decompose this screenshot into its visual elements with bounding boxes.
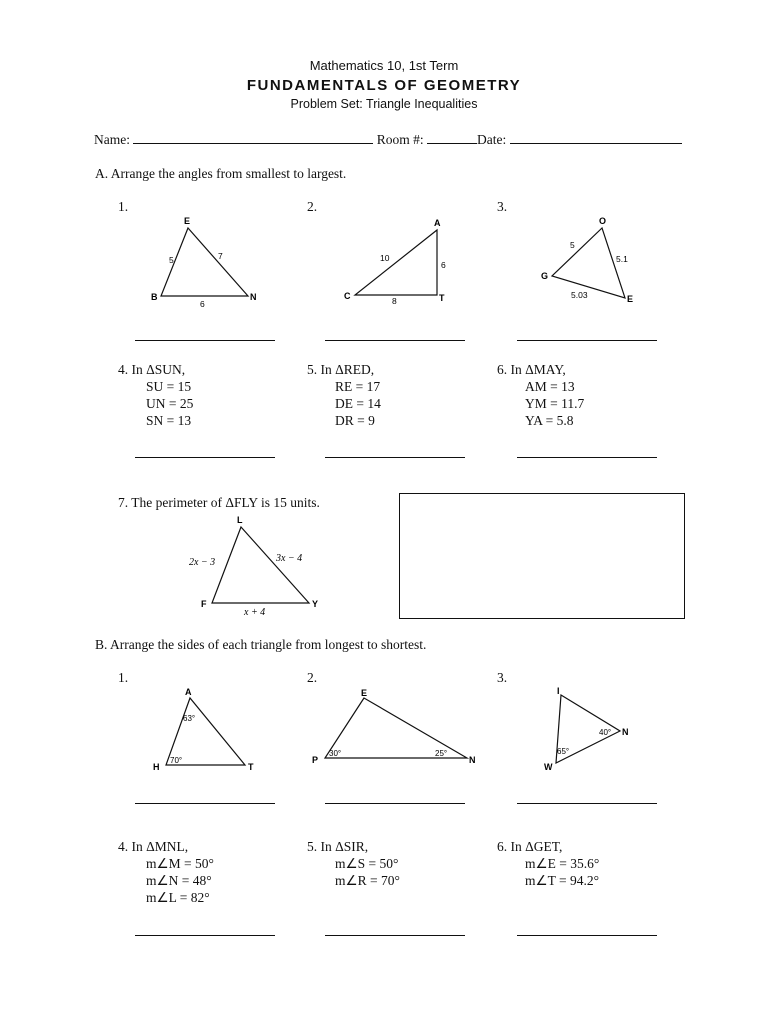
vertex-label: F (201, 599, 207, 609)
triangle-epn-figure (305, 685, 485, 780)
problem-b2-number: 2. (307, 670, 318, 685)
problem-a2-number: 2. (307, 199, 318, 214)
given-line: SU = 15 (146, 379, 192, 394)
problem-intro: 4. In ΔMNL, (118, 839, 189, 854)
answer-blank-a2[interactable] (325, 340, 465, 341)
vertex-label: Y (312, 599, 319, 609)
problem-intro: 4. In ΔSUN, (118, 362, 186, 377)
room-label: Room #: (376, 132, 424, 147)
vertex-label: O (599, 216, 607, 226)
triangle-fly-figure (180, 510, 340, 620)
problem-intro: 5. In ΔSIR, (307, 839, 369, 854)
section-a-instruction: A. Arrange the angles from smallest to largest. (95, 166, 347, 181)
vertex-label: E (184, 216, 191, 226)
vertex-label: I (557, 686, 560, 696)
side-length: 5.1 (616, 254, 628, 264)
given-line: m∠N = 48° (146, 873, 212, 888)
angle-measure: 63° (183, 714, 196, 723)
answer-blank-a4[interactable] (135, 457, 275, 458)
room-field[interactable] (427, 131, 477, 144)
answer-blank-b5[interactable] (325, 935, 465, 936)
answer-blank-a3[interactable] (517, 340, 657, 341)
vertex-label: A (434, 218, 441, 228)
problem-intro: 6. In ΔMAY, (497, 362, 566, 377)
angle-measure: 65° (557, 747, 570, 756)
answer-blank-b1[interactable] (135, 803, 275, 804)
vertex-label: C (344, 291, 351, 301)
answer-blank-a1[interactable] (135, 340, 275, 341)
answer-blank-b3[interactable] (517, 803, 657, 804)
problem-a7-statement: 7. The perimeter of ΔFLY is 15 units. (118, 495, 320, 510)
problem-b5 (307, 838, 400, 889)
vertex-label: N (622, 727, 629, 737)
name-label: Name: (94, 132, 130, 147)
problem-a6 (497, 361, 584, 429)
triangle-ebn-figure (140, 212, 270, 312)
problem-b6 (497, 838, 599, 889)
problem-b1-number: 1. (118, 670, 129, 685)
side-length: 7 (218, 251, 223, 261)
angle-measure: 70° (170, 756, 183, 765)
given-line: YA = 5.8 (525, 413, 574, 428)
name-field[interactable] (133, 131, 373, 144)
vertex-label: N (469, 755, 476, 765)
given-line: m∠L = 82° (146, 890, 210, 905)
side-length: 10 (380, 253, 390, 263)
vertex-label: E (627, 294, 634, 304)
answer-blank-a5[interactable] (325, 457, 465, 458)
side-length: 8 (392, 296, 397, 306)
problem-a3-number: 3. (497, 199, 508, 214)
given-line: DR = 9 (335, 413, 375, 428)
angle-measure: 30° (329, 749, 342, 758)
problem-a1-number: 1. (118, 199, 129, 214)
given-line: m∠M = 50° (146, 856, 214, 871)
problem-a7-answer-box[interactable] (399, 493, 685, 619)
vertex-label: L (237, 515, 243, 525)
given-line: m∠S = 50° (335, 856, 399, 871)
side-expression: 3x − 4 (276, 553, 303, 564)
answer-blank-a6[interactable] (517, 457, 657, 458)
page-subtitle: Problem Set: Triangle Inequalities (290, 97, 478, 111)
given-line: SN = 13 (146, 413, 192, 428)
angle-measure: 40° (599, 728, 612, 737)
vertex-label: P (312, 755, 319, 765)
problem-intro: 5. In ΔRED, (307, 362, 375, 377)
triangle-act-figure (330, 212, 460, 312)
vertex-label: N (250, 292, 257, 302)
triangle-oge-figure (530, 212, 660, 312)
given-line: YM = 11.7 (525, 396, 585, 411)
student-info-line (94, 131, 682, 148)
vertex-label: H (153, 762, 160, 772)
vertex-label: B (151, 292, 158, 302)
course-label: Mathematics 10, 1st Term (309, 58, 459, 73)
side-length: 5 (570, 240, 575, 250)
given-line: m∠R = 70° (335, 873, 400, 888)
vertex-label: A (185, 687, 192, 697)
given-line: UN = 25 (146, 396, 194, 411)
side-length: 6 (441, 260, 446, 270)
vertex-label: T (248, 762, 254, 772)
side-length: 6 (200, 299, 205, 309)
angle-measure: 25° (435, 749, 448, 758)
answer-blank-b2[interactable] (325, 803, 465, 804)
vertex-label: W (544, 762, 553, 772)
given-line: RE = 17 (335, 379, 381, 394)
given-line: DE = 14 (335, 396, 381, 411)
date-label: Date: (477, 132, 507, 147)
side-expression: x + 4 (244, 607, 266, 618)
given-line: AM = 13 (525, 379, 575, 394)
problem-b4 (118, 838, 214, 906)
side-length: 5 (169, 255, 174, 265)
vertex-label: T (439, 293, 445, 303)
date-field[interactable] (510, 131, 682, 144)
side-expression: 2x − 3 (189, 557, 216, 568)
section-b-instruction: B. Arrange the sides of each triangle from longest to shortest. (95, 637, 427, 652)
problem-b3-number: 3. (497, 670, 508, 685)
page-title: FUNDAMENTALS OF GEOMETRY (246, 77, 522, 94)
side-length: 5.03 (571, 290, 588, 300)
answer-blank-b4[interactable] (135, 935, 275, 936)
answer-blank-b6[interactable] (517, 935, 657, 936)
problem-intro: 6. In ΔGET, (497, 839, 563, 854)
triangle-inw-figure (535, 685, 645, 780)
triangle-aht-figure (145, 685, 275, 780)
vertex-label: G (541, 271, 549, 281)
problem-a4 (118, 361, 193, 429)
given-line: m∠T = 94.2° (525, 873, 599, 888)
problem-a5 (307, 361, 381, 429)
vertex-label: E (361, 688, 368, 698)
given-line: m∠E = 35.6° (525, 856, 600, 871)
